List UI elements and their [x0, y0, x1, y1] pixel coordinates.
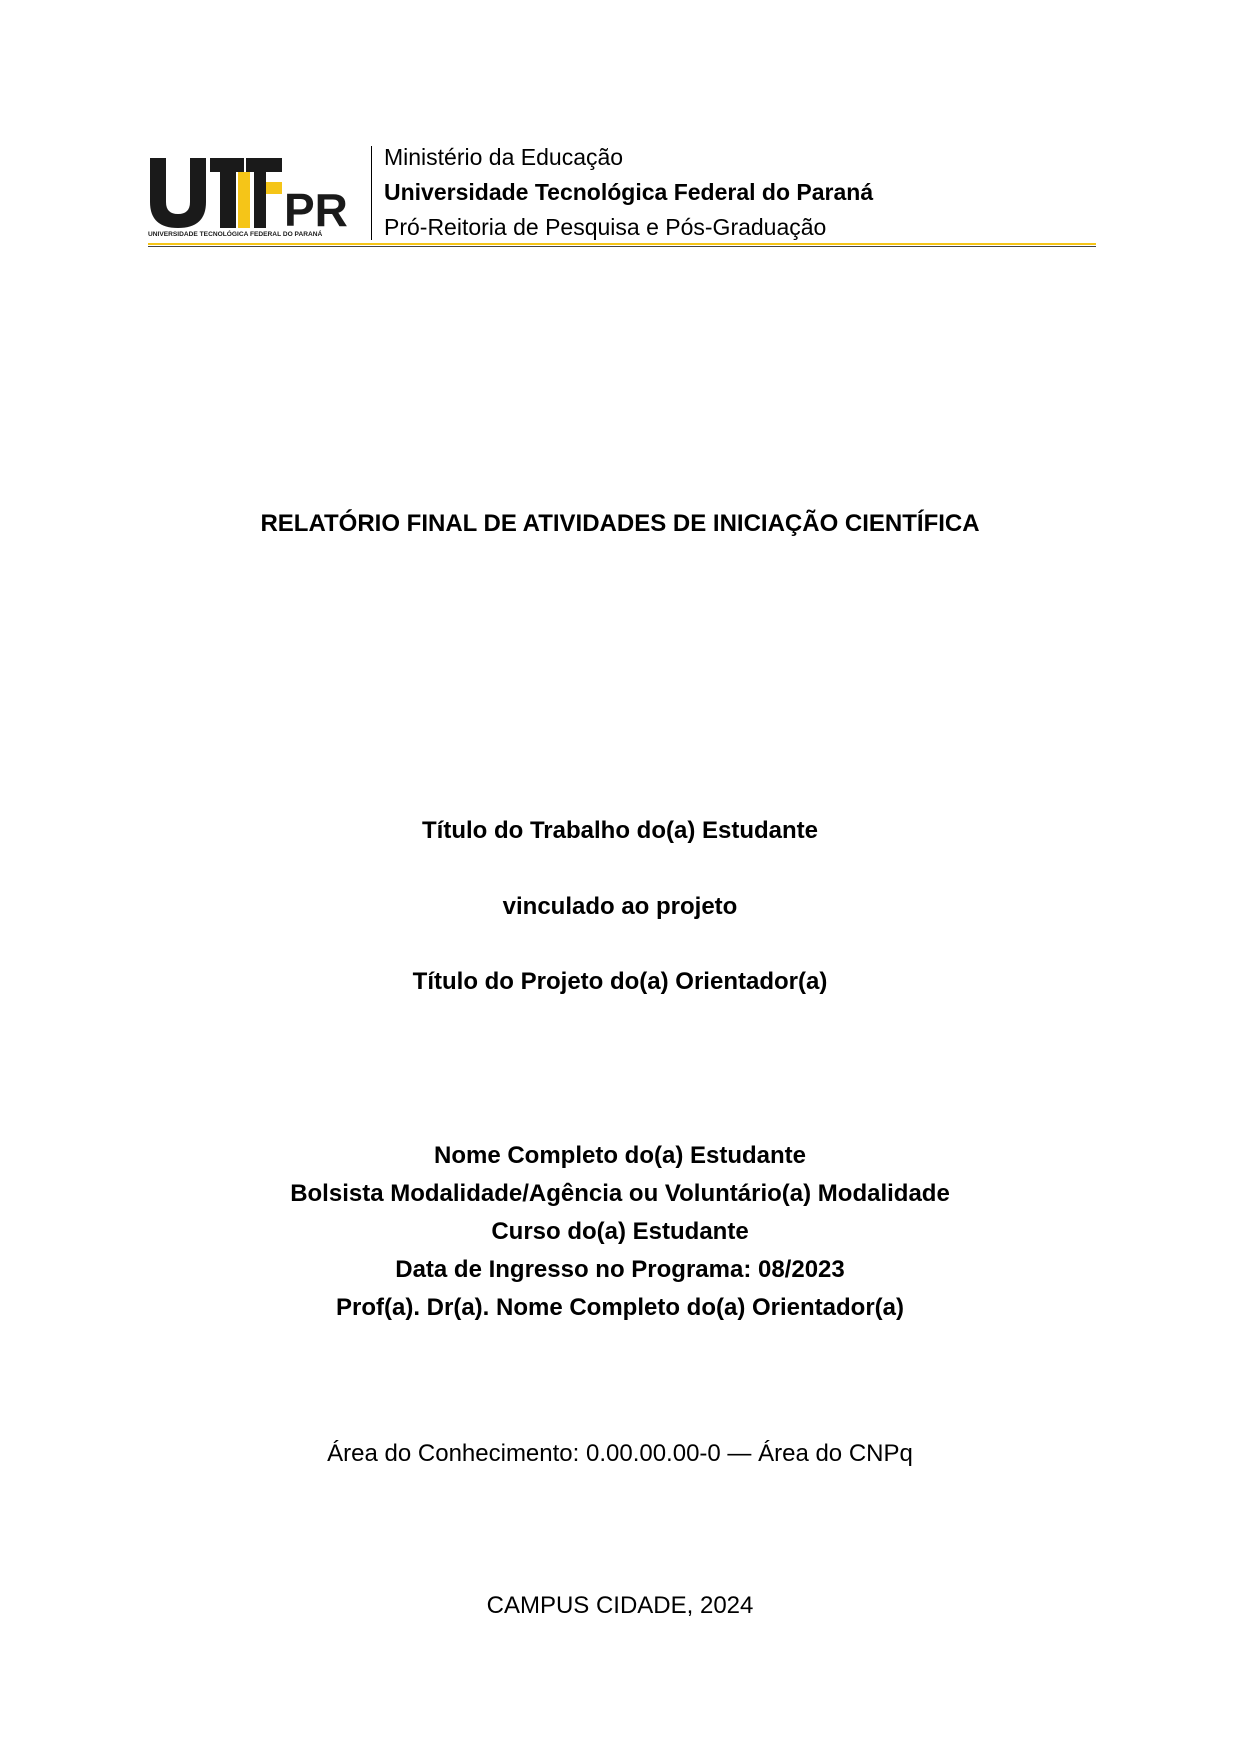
- logo-pr-text: PR: [284, 184, 348, 236]
- ministry-line: Ministério da Educação: [384, 144, 624, 170]
- work-title: Título do Trabalho do(a) Estudante: [422, 817, 818, 844]
- utfpr-logo: [148, 156, 354, 238]
- header-text: [384, 140, 873, 245]
- knowledge-area: Área do Conhecimento: 0.00.00.00-0 — Área do CNPq: [327, 1440, 913, 1467]
- header-separator: [371, 146, 372, 240]
- report-title: RELATÓRIO FINAL DE ATIVIDADES DE INICIAÇÃO CIENTÍFICA: [260, 510, 980, 537]
- student-name: Nome Completo do(a) Estudante: [433, 1142, 806, 1169]
- advisor-name: Prof(a). Dr(a). Nome Completo do(a) Orientador(a): [335, 1294, 905, 1321]
- linked-text: vinculado ao projeto: [502, 893, 738, 920]
- university-line: Universidade Tecnológica Federal do Paraná: [384, 179, 874, 205]
- student-course: Curso do(a) Estudante: [491, 1218, 749, 1245]
- document-header: [148, 140, 1096, 248]
- logo-subtitle: UNIVERSIDADE TECNOLÓGICA FEDERAL DO PARANÁ: [148, 231, 323, 238]
- header-rule-yellow: [148, 243, 1096, 245]
- pro-rectorate-line: Pró-Reitoria de Pesquisa e Pós-Graduação: [384, 214, 827, 240]
- header-rule-black: [148, 246, 1096, 247]
- project-title: Título do Projeto do(a) Orientador(a): [412, 968, 828, 995]
- student-info: [0, 1137, 1240, 1327]
- scholarship-type: Bolsista Modalidade/Agência ou Voluntário(a) Modalidade: [290, 1180, 950, 1207]
- admission-date: Data de Ingresso no Programa: 08/2023: [395, 1256, 845, 1283]
- campus-year: CAMPUS CIDADE, 2024: [486, 1592, 754, 1619]
